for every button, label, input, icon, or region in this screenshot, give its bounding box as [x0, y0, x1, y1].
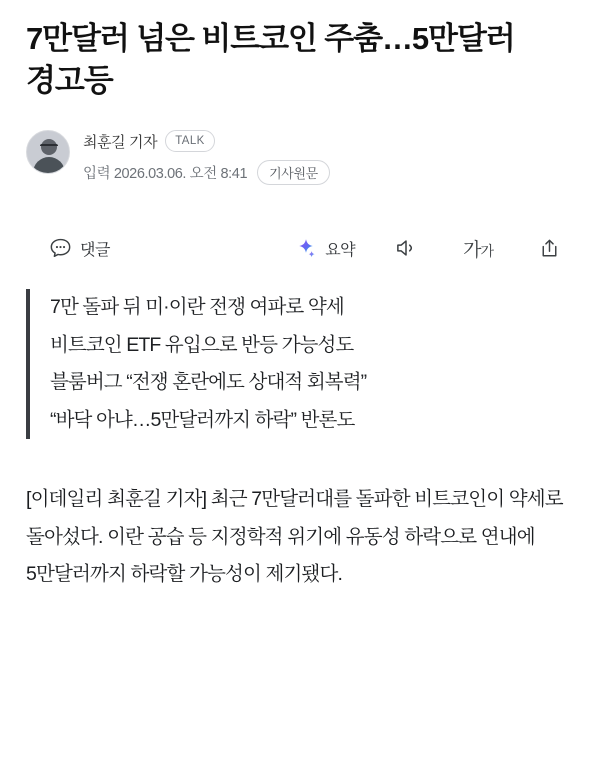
comment-bubble-icon — [48, 236, 73, 261]
byline — [26, 128, 574, 191]
page-title: 7만달러 넘은 비트코인 주춤…5만달러 경고등 — [26, 21, 515, 99]
comments-button[interactable] — [48, 236, 110, 261]
talk-badge[interactable]: TALK — [165, 130, 215, 152]
summary-quote-block — [26, 289, 574, 439]
article-body-paragraph: [이데일리 최훈길 기자] 최근 7만달러대를 돌파한 비트코인이 약세로 돌아섰다. 이란 공습 등 지정학적 위기에 유동성 하락으로 연내에 5만달러까지 하락할 가능성이 제기됐다. — [26, 488, 563, 585]
summary-line: 블룸버그 “전쟁 혼란에도 상대적 회복력” — [50, 371, 367, 394]
byline-row-reporter — [83, 130, 330, 152]
font-size-button[interactable] — [463, 235, 493, 262]
byline-text — [83, 128, 330, 185]
reporter-name[interactable]: 최훈길 기자 — [83, 133, 158, 151]
summary-line: 비트코인 ETF 유입으로 반등 가능성도 — [50, 333, 354, 356]
comments-label: 댓글 — [80, 241, 110, 259]
summary-label: 요약 — [325, 241, 356, 259]
avatar-body — [33, 157, 65, 174]
article-toolbar — [26, 221, 574, 275]
summary-line: 7만 돌파 뒤 미·이란 전쟁 여파로 약세 — [50, 296, 344, 319]
avatar-glasses — [40, 144, 58, 150]
summary-button[interactable] — [294, 236, 355, 260]
listen-button[interactable] — [393, 235, 419, 261]
summary-line: “바닥 아냐…5만달러까지 하락” 반론도 — [50, 408, 355, 431]
byline-row-meta — [83, 160, 330, 185]
share-button[interactable] — [537, 236, 562, 261]
speaker-icon — [393, 235, 419, 261]
timestamp: 입력 2026.03.06. 오전 8:41 — [83, 166, 248, 183]
source-link-badge[interactable]: 기사원문 — [257, 160, 330, 185]
font-size-icon: 가가 — [463, 239, 493, 261]
ai-sparkle-icon — [294, 236, 318, 260]
share-icon — [537, 236, 562, 261]
avatar[interactable] — [26, 130, 70, 174]
